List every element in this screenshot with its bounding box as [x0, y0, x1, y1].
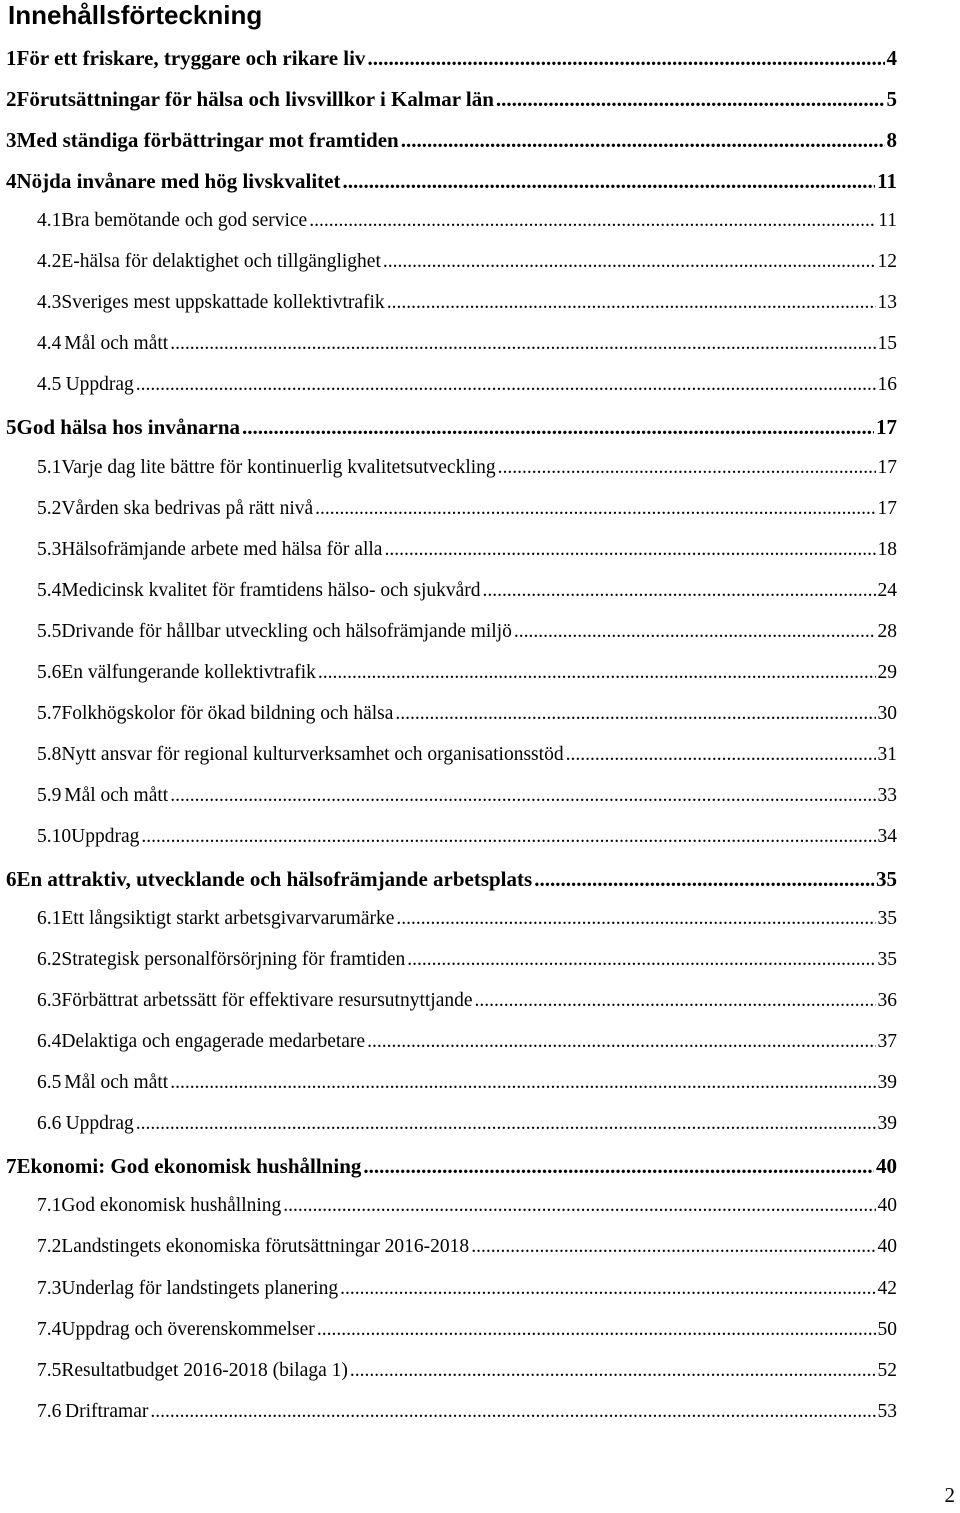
toc-entry-number: 4 [6, 169, 17, 194]
toc-entry[interactable] [0, 1401, 897, 1431]
toc-entry-number: 4.5 [37, 374, 62, 396]
toc-entry-page: 40 [877, 1195, 897, 1217]
toc-entry-number: 6.5 [37, 1072, 62, 1094]
toc-entry-number: 5.9 [37, 784, 62, 806]
dot-leader [367, 46, 884, 71]
toc-entry-page: 53 [877, 1400, 897, 1422]
toc-entry-page: 31 [877, 743, 897, 765]
dot-leader [350, 1360, 876, 1382]
toc-entry-page: 4 [886, 46, 897, 70]
toc-entry-number: 6.3 [37, 990, 62, 1012]
toc-entry-number: 6.1 [37, 908, 62, 930]
toc-entry[interactable] [0, 251, 897, 281]
toc-entry[interactable] [0, 457, 897, 487]
toc-entry-page: 30 [877, 702, 897, 724]
toc-entry-title: En attraktiv, utvecklande och hälsofrämjande arbetsplats [16, 867, 533, 891]
toc-entry[interactable] [0, 580, 897, 610]
toc-entry-title: God hälsa hos invånarna [16, 415, 240, 440]
toc-entry-number: 4.4 [37, 333, 62, 355]
toc-entry-page: 42 [877, 1277, 897, 1299]
toc-entry[interactable] [0, 949, 897, 979]
toc-entry-title: Strategisk personalförsörjning för framtiden [61, 949, 406, 971]
toc-entry-title: Uppdrag och överenskommelser [61, 1318, 315, 1340]
toc-entry-number: 7.1 [37, 1195, 62, 1217]
toc-heading: Innehållsförteckning [8, 0, 263, 30]
toc-entry[interactable] [0, 1278, 897, 1308]
dot-leader [136, 374, 876, 396]
toc-entry[interactable] [0, 1195, 897, 1225]
toc-entry-page: 36 [877, 990, 897, 1012]
toc-entry-number: 5.2 [37, 497, 62, 519]
toc-entry[interactable] [0, 867, 897, 897]
toc-entry[interactable] [0, 128, 897, 158]
dot-leader [318, 662, 876, 684]
toc-entry-page: 15 [877, 333, 897, 355]
dot-leader [309, 210, 876, 232]
toc-entry-title: För ett friskare, tryggare och rikare liv [16, 46, 366, 70]
dot-leader [340, 1278, 875, 1300]
toc-entry-title: Ett långsiktigt starkt arbetsgivarvarumärke [61, 908, 395, 930]
toc-entry-title: Medicinsk kvalitet för framtidens hälso- och sjukvård [61, 579, 481, 601]
toc-entry-number: 5.3 [37, 538, 62, 560]
dot-leader [367, 1031, 875, 1053]
toc-entry[interactable] [0, 990, 897, 1020]
toc-entry-page: 12 [877, 251, 897, 273]
toc-entry-page: 24 [877, 579, 897, 601]
toc-entry-title: Mål och mått [64, 784, 169, 806]
dot-leader [396, 908, 875, 930]
toc-entry-title: Varje dag lite bättre för kontinuerlig kvalitetsutveckling [61, 456, 496, 478]
toc-entry-title: Med ständiga förbättringar mot framtiden [16, 128, 399, 153]
toc-entry[interactable] [0, 1319, 897, 1349]
toc-entry-page: 39 [877, 1113, 897, 1135]
toc-entry-title: Uppdrag [65, 1113, 134, 1135]
toc-entry-number: 7.5 [37, 1359, 62, 1381]
toc-entry-number: 5.8 [37, 743, 62, 765]
toc-entry[interactable] [0, 1113, 897, 1143]
toc-entry-page: 35 [877, 908, 897, 930]
dot-leader [407, 949, 875, 971]
toc-entry-number: 6 [6, 867, 17, 891]
toc-entry-page: 16 [877, 374, 897, 396]
toc-entry[interactable] [0, 498, 897, 528]
toc-entry-number: 5 [6, 415, 17, 440]
toc-entry-title: Folkhögskolor för ökad bildning och hälsa [61, 702, 394, 724]
dot-leader [363, 1154, 874, 1179]
toc-entry-title: Vården ska bedrivas på rätt nivå [61, 497, 314, 519]
toc-entry[interactable] [0, 1154, 897, 1184]
toc-entry[interactable] [0, 333, 897, 363]
toc-entry-page: 37 [877, 1031, 897, 1053]
toc-entry-title: Förutsättningar för hälsa och livsvillkor i Kalmar län [16, 87, 494, 112]
dot-leader [150, 1401, 875, 1423]
dot-leader [315, 498, 875, 520]
toc-entry[interactable] [0, 744, 897, 774]
toc-entry-number: 7.3 [37, 1277, 62, 1299]
toc-entry-page: 18 [877, 538, 897, 560]
dot-leader [383, 251, 876, 273]
toc-entry[interactable] [0, 1360, 897, 1390]
toc-entry-page: 17 [876, 415, 897, 440]
dot-leader [514, 621, 876, 643]
toc-entry-page: 39 [877, 1072, 897, 1094]
dot-leader [471, 1236, 875, 1258]
dot-leader [384, 539, 875, 561]
toc-entry-number: 4.2 [37, 251, 62, 273]
toc-entry-title: Landstingets ekonomiska förutsättningar 2016-2018 [61, 1236, 470, 1258]
toc-entry-page: 8 [886, 128, 897, 153]
toc-entry-number: 2 [6, 87, 17, 112]
toc-entry-page: 40 [876, 1154, 897, 1179]
toc-entry-title: Nytt ansvar för regional kulturverksamhet och organisationsstöd [61, 743, 564, 765]
toc-entry-page: 29 [877, 661, 897, 683]
dot-leader [483, 580, 876, 602]
toc-entry-page: 40 [877, 1236, 897, 1258]
toc-entry-title: Nöjda invånare med hög livskvalitet [16, 169, 341, 194]
toc-entry-title: Ekonomi: God ekonomisk hushållning [16, 1154, 362, 1179]
toc-entry-title: Hälsofrämjande arbete med hälsa för alla [61, 538, 383, 560]
dot-leader [496, 87, 885, 112]
toc-entry-title: Bra bemötande och god service [61, 210, 308, 232]
dot-leader [141, 826, 875, 848]
toc-entry-page: 11 [877, 169, 897, 194]
toc-entry-title: Mål och mått [64, 333, 169, 355]
toc-entry-title: Sveriges mest uppskattade kollektivtrafik [61, 292, 385, 314]
dot-leader [170, 785, 875, 807]
dot-leader [475, 990, 876, 1012]
dot-leader [387, 292, 876, 314]
toc-entry[interactable] [0, 292, 897, 322]
toc-entry-number: 5.7 [37, 702, 62, 724]
toc-entry-number: 3 [6, 128, 17, 153]
toc-entry[interactable] [0, 1072, 897, 1102]
toc-entry-number: 4.3 [37, 292, 62, 314]
toc-entry-title: Uppdrag [65, 374, 134, 396]
toc-entry-title: E-hälsa för delaktighet och tillgänglighet [61, 251, 381, 273]
toc-entry-page: 33 [877, 784, 897, 806]
toc-entry[interactable] [0, 1031, 897, 1061]
toc-entry-page: 50 [877, 1318, 897, 1340]
toc-entry-title: Uppdrag [71, 825, 140, 847]
toc-entry-page: 34 [877, 825, 897, 847]
toc-entry-number: 5.4 [37, 579, 62, 601]
toc-entry-title: God ekonomisk hushållning [61, 1195, 282, 1217]
toc-entry-page: 13 [877, 292, 897, 314]
toc-entry-number: 5.6 [37, 661, 62, 683]
toc-entry-page: 17 [877, 497, 897, 519]
toc-entry[interactable] [0, 87, 897, 117]
toc-entry-number: 5.10 [37, 825, 72, 847]
toc-entry[interactable] [0, 374, 897, 404]
toc-entry-page: 35 [877, 949, 897, 971]
toc-entry-title: Driftramar [65, 1400, 149, 1422]
toc-entry[interactable] [0, 539, 897, 569]
toc-entry[interactable] [0, 703, 897, 733]
toc-entry[interactable] [0, 210, 897, 240]
toc-entry-page: 11 [878, 210, 897, 232]
toc-entry-page: 35 [876, 867, 897, 891]
dot-leader [136, 1113, 876, 1135]
dot-leader [534, 867, 874, 892]
toc-entry[interactable] [0, 415, 897, 445]
toc-entry[interactable] [0, 169, 897, 199]
toc-entry-page: 52 [877, 1359, 897, 1381]
toc-entry-page: 28 [877, 620, 897, 642]
toc-entry[interactable] [0, 1236, 897, 1266]
toc-entry-number: 7.6 [37, 1400, 62, 1422]
toc-entry-title: Delaktiga och engagerade medarbetare [61, 1031, 366, 1053]
dot-leader [342, 169, 875, 194]
toc-entry-number: 6.2 [37, 949, 62, 971]
toc-entry-number: 7.4 [37, 1318, 62, 1340]
toc-entry-page: 17 [877, 456, 897, 478]
dot-leader [317, 1319, 876, 1341]
toc-entry[interactable] [0, 826, 897, 856]
toc-entry-number: 6.4 [37, 1031, 62, 1053]
toc-entry-title: Förbättrat arbetssätt för effektivare resursutnyttjande [61, 990, 473, 1012]
toc-entry-page: 5 [886, 87, 897, 112]
toc-entry-number: 6.6 [37, 1113, 62, 1135]
dot-leader [170, 1072, 875, 1094]
toc-entry-number: 5.1 [37, 456, 62, 478]
toc-entry[interactable] [0, 621, 897, 651]
dot-leader [170, 333, 875, 355]
dot-leader [401, 128, 885, 153]
dot-leader [498, 457, 876, 479]
toc-entry-title: Resultatbudget 2016-2018 (bilaga 1) [61, 1359, 348, 1381]
dot-leader [242, 415, 874, 440]
dot-leader [566, 744, 876, 766]
toc-entry[interactable] [0, 662, 897, 692]
dot-leader [283, 1195, 875, 1217]
toc-entry-number: 5.5 [37, 620, 62, 642]
toc-entry-title: Underlag för landstingets planering [61, 1277, 339, 1299]
toc-entry-title: En välfungerande kollektivtrafik [61, 661, 316, 683]
toc-entry-number: 7 [6, 1154, 17, 1179]
toc-entry-number: 1 [6, 46, 17, 70]
toc-entry[interactable] [0, 46, 897, 76]
toc-entry[interactable] [0, 785, 897, 815]
toc-entry-number: 4.1 [37, 210, 62, 232]
dot-leader [395, 703, 875, 725]
toc-entry-title: Drivande för hållbar utveckling och hälsofrämjande miljö [61, 620, 512, 642]
toc-entry[interactable] [0, 908, 897, 938]
page-number: 2 [944, 1483, 955, 1507]
toc-entry-title: Mål och mått [64, 1072, 169, 1094]
toc-entry-number: 7.2 [37, 1236, 62, 1258]
